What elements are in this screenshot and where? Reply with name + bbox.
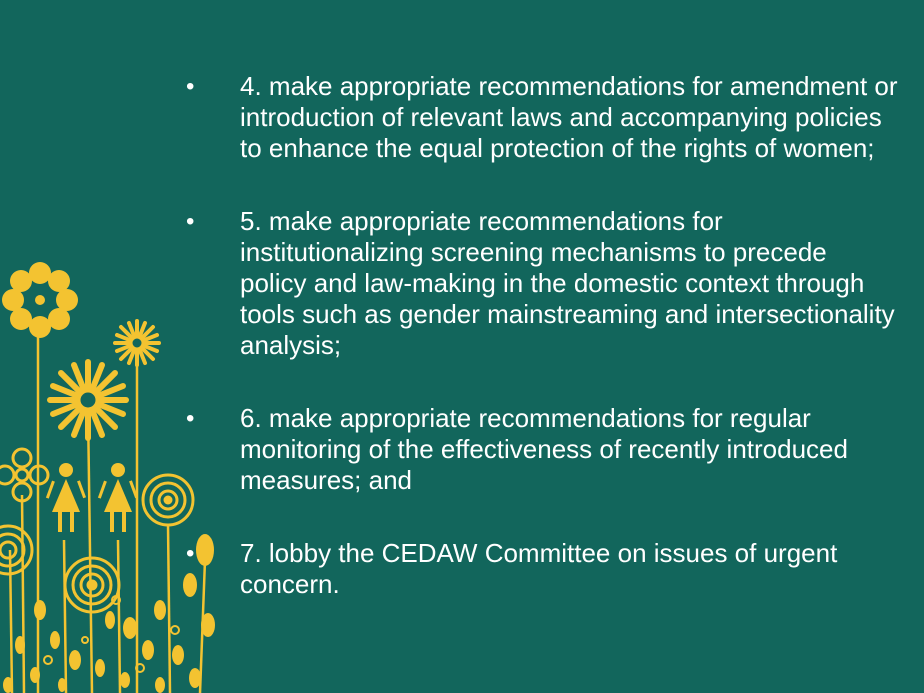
bullet-list bbox=[180, 71, 900, 642]
bullet-text: 7. lobby the CEDAW Committee on issues of urgent concern. bbox=[240, 538, 838, 599]
bullet-marker: • bbox=[186, 540, 195, 567]
bullet-marker: • bbox=[186, 405, 195, 432]
daisy-icon bbox=[115, 321, 159, 365]
daisy-icon bbox=[50, 362, 126, 438]
target-circle-icon bbox=[65, 558, 119, 612]
woman-figure-icon bbox=[98, 463, 138, 532]
bullet-item-5 bbox=[180, 206, 900, 361]
flower-icon bbox=[0, 449, 48, 501]
bullet-marker: • bbox=[186, 208, 195, 235]
bullet-text: 4. make appropriate recommendations for amendment or introduction of relevant laws and accompanying policies to enhance the equal protection of the rights of women; bbox=[240, 71, 898, 163]
target-circle-icon bbox=[0, 526, 32, 574]
woman-figure-icon bbox=[46, 463, 86, 532]
bullet-item-6 bbox=[180, 403, 900, 496]
bullet-marker: • bbox=[186, 73, 195, 100]
bullet-text: 5. make appropriate recommendations for institutionalizing screening mechanisms to precede policy and law-making in the domestic context through tools such as gender mainstreaming and intersectionality analysis; bbox=[240, 206, 895, 360]
bullet-item-7 bbox=[180, 538, 900, 600]
flower-icon bbox=[2, 262, 78, 338]
bullet-text: 6. make appropriate recommendations for regular monitoring of the effectiveness of recently introduced measures; and bbox=[240, 403, 848, 495]
bullet-item-4 bbox=[180, 71, 900, 164]
